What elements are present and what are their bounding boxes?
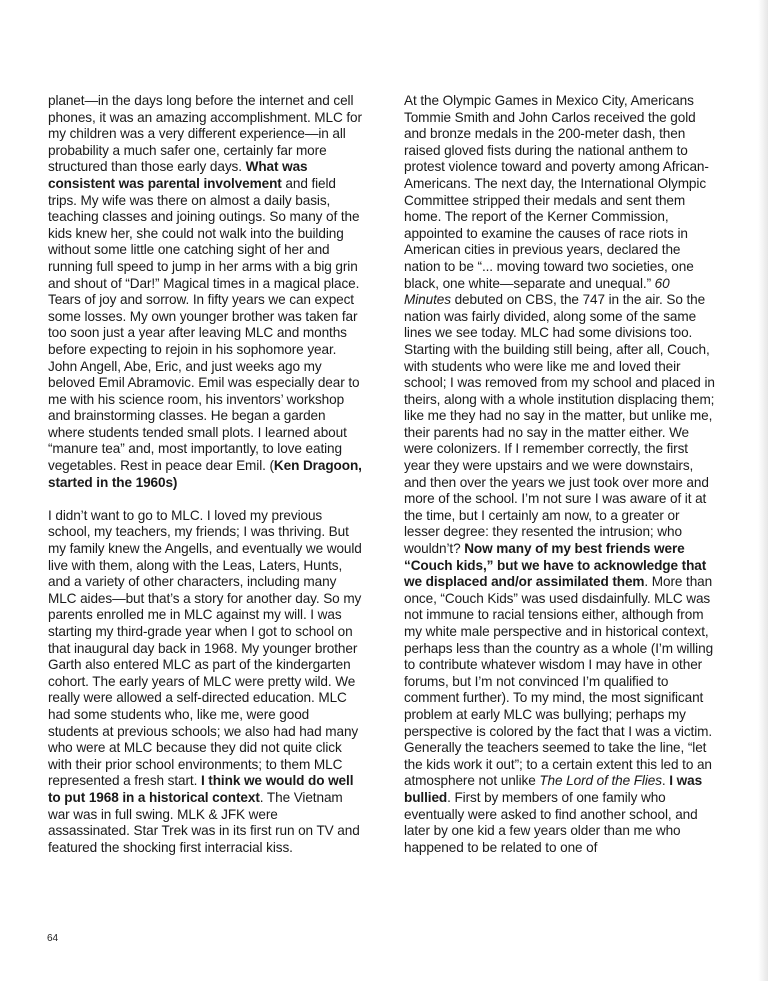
- page-number: 64: [47, 933, 59, 944]
- bold-text: I was bullied: [404, 773, 703, 805]
- text-run: . More than once, “Couch Kids” was used disdainfully. MLC was not immune to racial tensions either, although from my white male perspective and in historical context, perhaps less than the country as a whole (I’m willing to contribute whatever wisdom I may have in other forums, but I’m not convinced I’m qualified to comment further). To my mind, the most significant problem at early MLC was bullying; perhaps my perspective is colored by the fact that I was a victim. Generally the teachers seemed to take the line, “let the kids work it out”; to a certain extent this led to an atmosphere not unlike: [404, 574, 714, 789]
- text-run: At the Olympic Games in Mexico City, Americans Tommie Smith and John Carlos received the gold and bronze medals in the 200-meter dash, then raised gloved fists during the national anthem to protest violence toward and poverty among African-Americans. The next day, the International Olympic Committee stripped their medals and sent them home. The report of the Kerner Commission, appointed to examine the causes of race riots in American cities in previous years, declared the nation to be “... moving toward two societies, one black, one white—separate and unequal.”: [404, 93, 709, 291]
- left-column: [48, 93, 362, 873]
- bold-text: What was consistent was parental involvement: [48, 159, 308, 191]
- text-run: planet—in the days long before the internet and cell phones, it was an amazing accomplishment. MLC for my children was a very different experience—in all probability a much safer one, certainly far more structured than those early days.: [48, 93, 362, 175]
- paragraph: [48, 508, 362, 856]
- paragraph: [404, 93, 716, 856]
- text-run: I didn’t want to go to MLC. I loved my previous school, my teachers, my friends; I was thriving. But my family knew the Angells, and eventually we would live with them, along with the Leas, Laters, Hunts, and a variety of other characters, including many MLC aides—but that’s a story for another day. So my parents enrolled me in MLC against my will. I was starting my third-grade year when I got to school on that inaugural day back in 1968. My younger brother Garth also entered MLC as part of the kindergarten cohort. The early years of MLC were pretty wild. We really were allowed a self-directed education. MLC had some students who, like me, were good students at previous schools; we also had had many who were at MLC because they did not quite click with their prior school environments; to them MLC represented a fresh start.: [48, 507, 362, 789]
- text-run: and field trips. My wife was there on almost a daily basis, teaching classes and joining outings. So many of the kids knew her, she could not walk into the building without some little one catching sight of her and running full speed to jump in her arms with a big grin and shout of “Dar!” Magical times in a magical place. Tears of joy and sorrow. In fifty years we can expect some losses. My own younger brother was taken far too soon just a year after leaving MLC and months before expecting to rejoin in his sophomore year. John Angell, Abe, Eric, and just weeks ago my beloved Emil Abramovic. Emil was especially dear to me with his science room, his inventors’ workshop and brainstorming classes. He began a garden where students tended small plots. I learned about “manure tea” and, most importantly, to love eating vegetables. Rest in peace dear Emil. (: [48, 175, 360, 474]
- text-run: . First by members of one family who eventually were asked to find another school, and later by one kid a few years older than me who happened to be related to one of: [404, 789, 698, 855]
- right-column: [404, 93, 716, 873]
- text-run: . The Vietnam war was in full swing. MLK & JFK were assassinated. Star Trek was in its first run on TV and featured the shocking first interracial kiss.: [48, 789, 360, 855]
- page-edge-shadow: [758, 0, 768, 981]
- italic-text: The Lord of the Flies: [539, 773, 662, 789]
- text-run: .: [661, 773, 670, 789]
- bold-text: Ken Dragoon, started in the 1960s): [48, 458, 362, 490]
- italic-text: 60 Minutes: [404, 275, 670, 308]
- bold-text: I think we would do well to put 1968 in a historical context: [48, 773, 354, 805]
- text-run: debuted on CBS, the 747 in the air. So the nation was fairly divided, along some of the same lines we see today. MLC had some divisions too. Starting with the building still being, after all, Couch, with students who were like me and loved their school; I was removed from my school and placed in theirs, along with a whole institution displacing them; like me they had no say in the matter, but unlike me, their parents had no say in the matter either. We were colonizers. If I remember correctly, the first year they were upstairs and we were downstairs, and then over the years we just took over more and more of the school. I’m not sure I was aware of it at the time, but I certainly am now, to a greater or lesser degree: they resented the intrusion; who wouldn’t?: [404, 292, 715, 557]
- bold-text: Now many of my best friends were “Couch kids,” but we have to acknowledge that we displaced and/or assimilated them: [404, 541, 707, 590]
- paragraph: [48, 93, 362, 491]
